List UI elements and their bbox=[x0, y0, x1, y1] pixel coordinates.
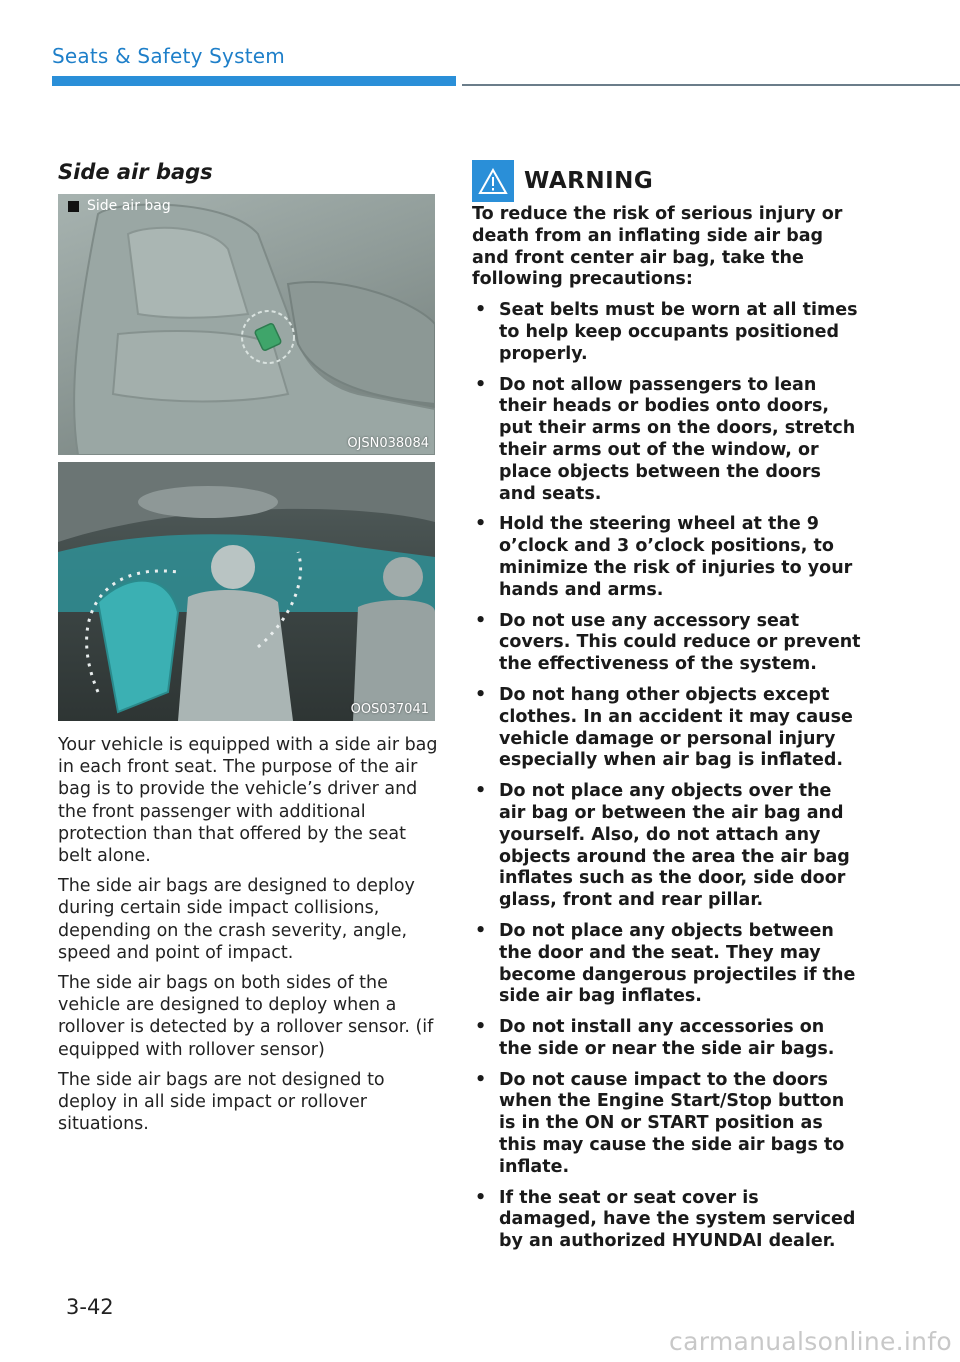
header-rule-accent bbox=[52, 76, 456, 86]
figure-side-airbag-seat bbox=[58, 194, 435, 455]
body-paragraph: The side air bags on both sides of the vehicle are designed to deploy when a rollover is detected by a rollover sensor. (if equipped with rollover sensor) bbox=[58, 973, 434, 1060]
body-paragraph: The side air bags are designed to deploy during certain side impact collisions, depending on the crash severity, angle, speed and point of impact. bbox=[58, 876, 415, 963]
body-paragraph: Your vehicle is equipped with a side air bag in each front seat. The purpose of the air bag is to provide the vehicle’s driver and the front passenger with additional protection than that offered by the seat belt alone. bbox=[58, 735, 438, 867]
figure-code: OOS037041 bbox=[350, 702, 429, 717]
warning-item: • Do not allow passengers to lean their heads or bodies onto doors, put their arms on the doors, stretch their arms out of the window, or place objects between the doors and seats. bbox=[472, 375, 862, 506]
warning-item: • Do not place any objects over the air bag or between the air bag and yourself. Also, do not attach any objects around the area the air bag inflates such as the door, side door glass, front and rear pillar. bbox=[472, 781, 862, 912]
figure-caption-text: Side air bag bbox=[87, 198, 171, 214]
watermark: carmanualsonline.info bbox=[669, 1327, 952, 1356]
figure-code: OJSN038084 bbox=[347, 436, 429, 451]
warning-item: • Do not use any accessory seat covers. This could reduce or prevent the effectiveness of the system. bbox=[472, 611, 862, 676]
cabin-illustration bbox=[58, 462, 435, 721]
header-rule-thin bbox=[462, 84, 960, 86]
warning-item: • If the seat or seat cover is damaged, have the system serviced by an authorized HYUNDAI dealer. bbox=[472, 1188, 862, 1253]
warning-item: • Hold the steering wheel at the 9 o’clock and 3 o’clock positions, to minimize the risk of injuries to your hands and arms. bbox=[472, 514, 862, 601]
caption-square-icon bbox=[68, 201, 79, 212]
figure-side-airbag-cabin bbox=[58, 462, 435, 721]
warning-item: • Seat belts must be worn at all times to help keep occupants positioned properly. bbox=[472, 300, 862, 365]
warning-header bbox=[472, 160, 653, 202]
subsection-heading: Side air bags bbox=[58, 160, 213, 184]
warning-list bbox=[472, 300, 862, 1253]
body-text bbox=[58, 734, 440, 1143]
warning-item: • Do not install any accessories on the side or near the side air bags. bbox=[472, 1017, 862, 1061]
seat-illustration bbox=[58, 194, 435, 455]
warning-intro: To reduce the risk of serious injury or death from an inflating side air bag and front center air bag, take the following precautions: bbox=[472, 204, 843, 290]
warning-title: WARNING bbox=[524, 168, 654, 194]
warning-triangle-icon bbox=[472, 160, 514, 202]
page-number: 3-42 bbox=[66, 1295, 114, 1319]
warning-item: • Do not place any objects between the door and the seat. They may become dangerous projectiles if the side air bag inflates. bbox=[472, 921, 862, 1008]
figure-caption bbox=[68, 198, 171, 214]
body-paragraph: The side air bags are not designed to deploy in all side impact or rollover situations. bbox=[58, 1069, 385, 1135]
warning-item: • Do not cause impact to the doors when the Engine Start/Stop button is in the ON or START position as this may cause the side air bags to inflate. bbox=[472, 1070, 862, 1179]
warning-item: • Do not hang other objects except clothes. In an accident it may cause vehicle damage or personal injury especially when air bag is inflated. bbox=[472, 685, 862, 772]
warning-body bbox=[472, 204, 862, 1262]
section-title: Seats & Safety System bbox=[52, 44, 285, 68]
